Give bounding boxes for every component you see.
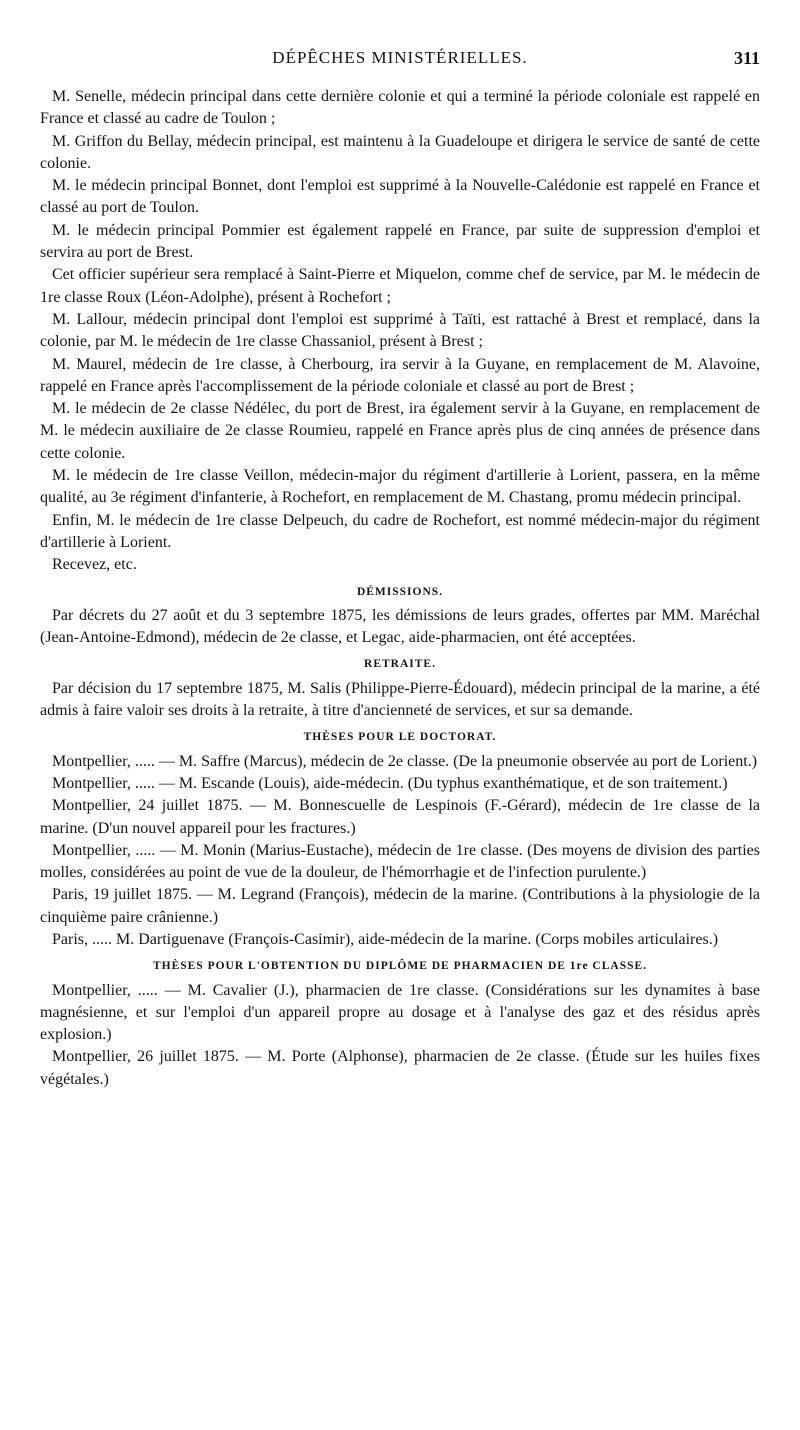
thesis-entry: Paris, ..... M. Dartiguenave (François-Casimir), aide-médecin de la marine. (Corps mobiles articulaires.) bbox=[52, 930, 719, 948]
thesis-entry: Montpellier, 24 juillet 1875. — M. Bonnescuelle de Lespinois (F.-Gérard), médecin de 1re classe de la marine. (D'un nouvel appareil pour les fractures.) bbox=[40, 797, 760, 837]
running-head: DÉPÊCHES MINISTÉRIELLES. bbox=[272, 48, 528, 67]
paragraph: M. le médecin principal Bonnet, dont l'emploi est supprimé à la Nouvelle-Calédonie est rappelé en France et classé au port de Toulon. bbox=[40, 177, 760, 217]
paragraph: Cet officier supérieur sera remplacé à Saint-Pierre et Miquelon, comme chef de service, par M. le médecin de 1re classe Roux (Léon-Adolphe), présent à Rochefort ; bbox=[40, 266, 760, 306]
page-body bbox=[40, 86, 760, 1091]
paragraph: Par décision du 17 septembre 1875, M. Salis (Philippe-Pierre-Édouard), médecin principal de la marine, a été admis à faire valoir ses droits à la retraite, à titre d'ancienneté de services, et sur sa demande. bbox=[40, 679, 760, 720]
thesis-entry: Montpellier, ..... — M. Escande (Louis), aide-médecin. (Du typhus exanthématique, et de son traitement.) bbox=[52, 774, 728, 792]
paragraph: M. Senelle, médecin principal dans cette dernière colonie et qui a terminé la période coloniale est rappelé en France et classé au cadre de Toulon ; bbox=[40, 88, 760, 128]
thesis-entry: Montpellier, ..... — M. Monin (Marius-Eustache), médecin de 1re classe. (Des moyens de division des parties molles, considérées au point de vue de la douleur, de l'hémorrhagie et de l'infection purulente.) bbox=[40, 841, 760, 882]
section-heading-retraite: RETRAITE. bbox=[364, 658, 436, 671]
page-header bbox=[40, 48, 760, 74]
section-heading-pharmacien: THÈSES POUR L'OBTENTION DU DIPLÔME DE PHARMACIEN DE 1re CLASSE. bbox=[152, 960, 648, 973]
paragraph: M. Griffon du Bellay, médecin principal, est maintenu à la Guadeloupe et dirigera le service de santé de cette colonie. bbox=[40, 132, 760, 172]
page-number: 311 bbox=[733, 48, 760, 68]
thesis-entry: Paris, 19 juillet 1875. — M. Legrand (François), médecin de la marine. (Contributions à la physiologie de la cinquième paire crânienne.) bbox=[40, 886, 760, 926]
paragraph: M. Lallour, médecin principal dont l'emploi est supprimé à Taïti, est rattaché à Brest et remplacé, dans la colonie, par M. le médecin de 1re classe Chassaniol, présent à Brest ; bbox=[40, 310, 760, 351]
paragraph: M. le médecin de 2e classe Nédélec, du port de Brest, ira également servir à la Guyane, en remplacement de M. le médecin auxiliaire de 2e classe Roumieu, rappelé en France après plus de cinq années de présence dans cette colonie. bbox=[40, 400, 760, 462]
paragraph: Enfin, M. le médecin de 1re classe Delpeuch, du cadre de Rochefort, est nommé médecin-major du régiment d'artillerie à Lorient. bbox=[40, 511, 760, 551]
paragraph: Par décrets du 27 août et du 3 septembre 1875, les démissions de leurs grades, offertes par MM. Maréchal (Jean-Antoine-Edmond), médecin de 2e classe, et Legac, aide-pharmacien, ont été acceptées. bbox=[40, 606, 760, 647]
section-heading-demissions: DÉMISSIONS. bbox=[356, 585, 444, 598]
thesis-entry: Montpellier, 26 juillet 1875. — M. Porte (Alphonse), pharmacien de 2e classe. (Étude sur les huiles fixes végétales.) bbox=[40, 1048, 760, 1088]
paragraph: Recevez, etc. bbox=[52, 556, 137, 574]
paragraph: M. Maurel, médecin de 1re classe, à Cherbourg, ira servir à la Guyane, en remplacement de M. Alavoine, rappelé en France après l'accomplissement de la période coloniale et classé au port de Brest ; bbox=[40, 355, 760, 395]
thesis-entry: Montpellier, ..... — M. Saffre (Marcus), médecin de 2e classe. (De la pneumonie observée au port de Lorient.) bbox=[52, 752, 758, 770]
section-heading-theses: THÈSES POUR LE DOCTORAT. bbox=[303, 731, 497, 744]
paragraph: M. le médecin principal Pommier est également rappelé en France, par suite de suppression d'emploi et servira au port de Brest. bbox=[40, 221, 760, 262]
thesis-entry: Montpellier, ..... — M. Cavalier (J.), pharmacien de 1re classe. (Considérations sur les dynamites à base magnésienne, et sur l'emploi d'un appareil propre au dosage et à l'analyse des gaz et des résidus après explosion.) bbox=[40, 981, 760, 1044]
paragraph: M. le médecin de 1re classe Veillon, médecin-major du régiment d'artillerie à Lorient, passera, en la même qualité, au 3e régiment d'infanterie, à Rochefort, en remplacement de M. Chastang, promu médecin principal. bbox=[40, 467, 760, 507]
